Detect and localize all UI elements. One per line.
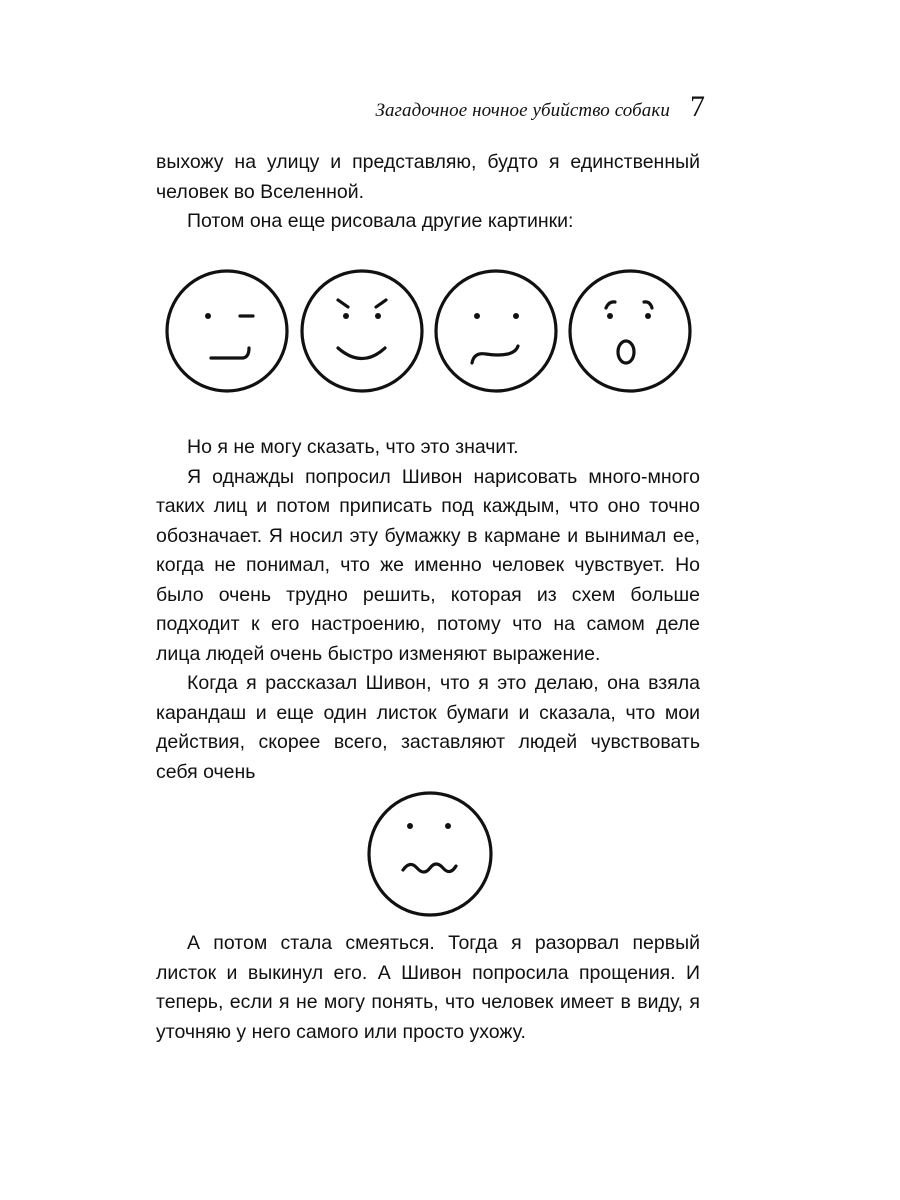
- faces-row: [165, 268, 695, 394]
- wavy-mouth-confused-face-icon: [366, 790, 494, 918]
- running-title: Загадочное ночное убийство собаки: [375, 100, 670, 121]
- paragraph: выхожу на улицу и представляю, будто я единственный человек во Вселенной.: [156, 151, 700, 203]
- page-number: 7: [690, 90, 705, 123]
- paragraph: Я однажды попросил Шивон нарисовать много-много таких лиц и потом приписать под каждым, что оно точно обозначает. Я носил эту бумажку в кармане и вынимал ее, когда не понимал, что же именно человек чувствует. Но было очень трудно решить, которая из схем больше подходит к его настроению, потому что на самом деле лица людей очень быстро изменяют выражение.: [156, 465, 700, 665]
- text-block-bottom: [156, 929, 700, 1047]
- text-block-middle: [156, 433, 700, 787]
- paragraph: Потом она еще рисовала другие картинки:: [187, 210, 574, 232]
- paragraph: Но я не могу сказать, что это значит.: [187, 436, 519, 458]
- confused-face-icon: [436, 271, 556, 391]
- paragraph: Когда я рассказал Шивон, что я это делаю, она взяла карандаш и еще один листок бумаги и сказала, что мои действия, скорее всего, заставляют людей чувствовать себя очень: [156, 672, 700, 783]
- paragraph: А потом стала смеяться. Тогда я разорвал первый листок и выкинул его. А Шивон попросила прощения. И теперь, если я не могу понять, что человек имеет в виду, я уточняю у него самого или просто ухожу.: [156, 932, 700, 1043]
- winking-smirk-face-icon: [167, 271, 287, 391]
- text-block-top: [156, 148, 700, 237]
- surprised-face-icon: [570, 271, 690, 391]
- angry-grin-face-icon: [302, 271, 422, 391]
- page-header: [0, 88, 705, 128]
